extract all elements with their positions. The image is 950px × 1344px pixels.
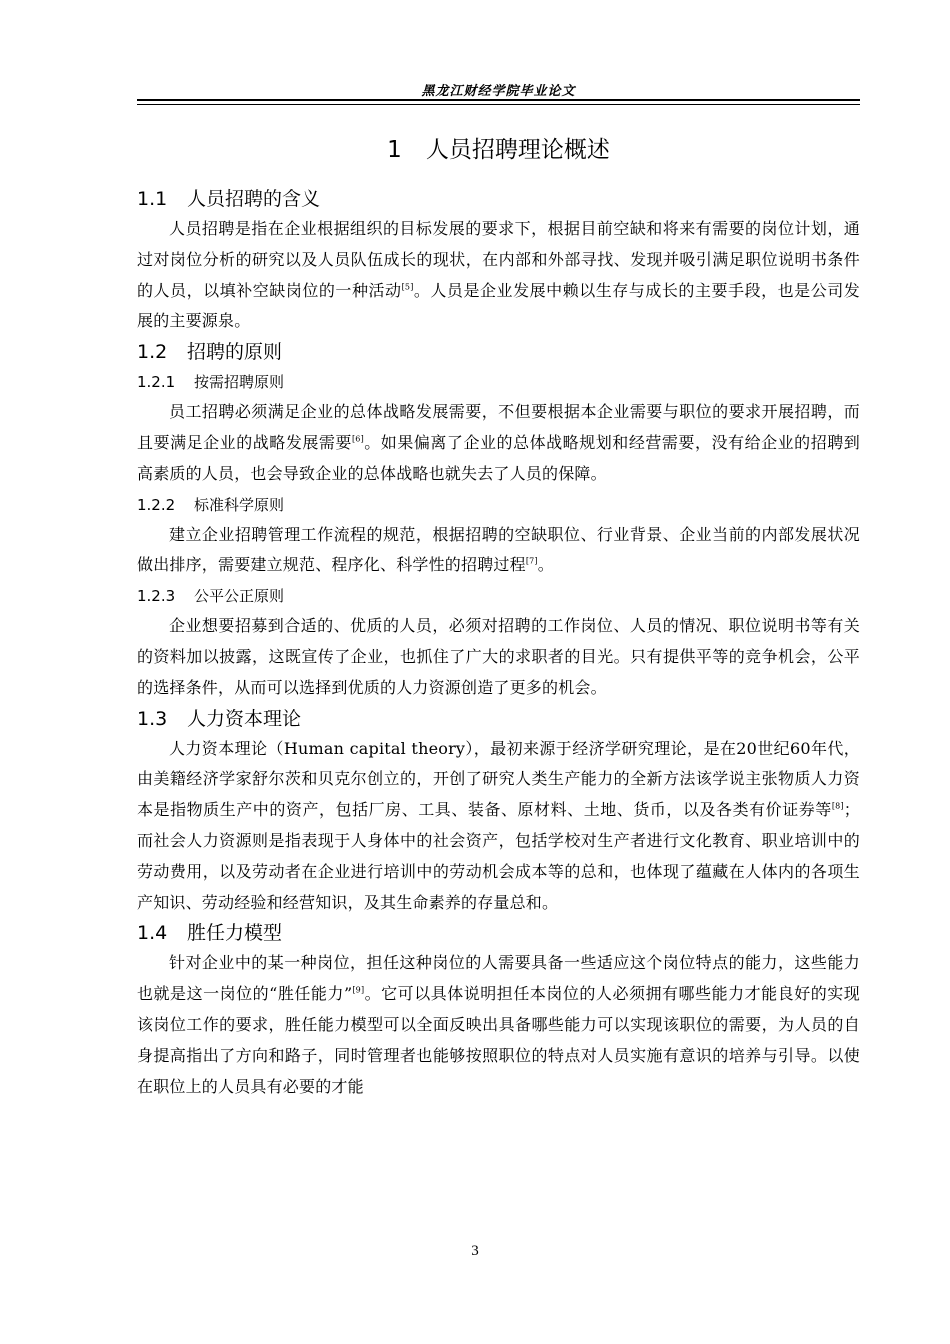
section-title: 人员招聘的含义: [187, 188, 321, 210]
paragraph-text: 针对企业中的某一种岗位，担任这种岗位的人需要具备一些适应这个岗位特点的能力，这些能力也就是这一岗位的“胜任能力”: [137, 953, 860, 1004]
subsection-title: 公平公正原则: [194, 587, 285, 606]
paragraph-text: 人员招聘是指在企业根据组织的目标发展的要求下，根据目前空缺和将来有需要的岗位计划，通过对岗位分析的研究以及人员队伍成长的现状，在内部和外部寻找、发现并吸引满足职位说明书条件的人员，以填补空缺岗位的一种活动: [137, 219, 860, 300]
citation-ref: [8]: [831, 801, 844, 811]
paragraph-1-3: [137, 734, 860, 919]
subsection-number: 1.2.1: [137, 373, 176, 392]
header-rule-thin: [137, 104, 860, 105]
subsection-title: 按需招聘原则: [194, 373, 285, 392]
section-heading-1-1: [137, 184, 860, 214]
paragraph-text: 。它可以具体说明担任本岗位的人必须拥有哪些能力才能良好的实现该岗位工作的要求，胜任能力模型可以全面反映出具备哪些能力可以实现该职位的需要，为人员的自身提高指出了方向和路子，同时管理者也能够按照职位的特点对人员实施有意识的培养与引导。以使在职位上的人员具有必要的才能: [137, 984, 860, 1096]
section-title: 招聘的原则: [187, 341, 283, 364]
paragraph-text: 员工招聘必须满足企业的总体战略发展需要，不但要根据本企业需要与职位的要求开展招聘，而且要满足企业的战略发展需要: [137, 402, 860, 452]
paragraph-text: 人力资本理论（Human capital theory），最初来源于经济学研究理论，是在20世纪60年代，由美籍经济学家舒尔茨和贝克尔创立的，开创了研究人类生产能力的全新方法该学说主张物质人力资本是指物质生产中的资产，包括厂房、工具、装备、原材料、土地、货币，以及各类有价证券等: [137, 738, 860, 820]
chapter-title-text: 人员招聘理论概述: [425, 137, 610, 163]
subsection-heading-1-2-3: [137, 581, 860, 611]
paragraph-1-1: [137, 214, 860, 337]
citation-ref: [9]: [352, 985, 365, 995]
section-heading-1-2: [137, 337, 860, 367]
paragraph-1-2-1: [137, 397, 860, 489]
subsection-number: 1.2.2: [137, 495, 176, 514]
citation-ref: [5]: [401, 282, 414, 292]
citation-ref: [7]: [525, 557, 538, 567]
subsection-title: 标准科学原则: [194, 495, 285, 514]
page-number: 3: [471, 1243, 479, 1259]
header-rule-thick: [137, 99, 860, 101]
section-title: 人力资本理论: [187, 707, 302, 730]
section-number: 1.2: [137, 341, 168, 364]
citation-ref: [6]: [351, 434, 364, 444]
paragraph-1-2-3: 企业想要招募到合适的、优质的人员，必须对招聘的工作岗位、人员的情况、职位说明书等有关的资料加以披露，这既宣传了企业，也抓住了广大的求职者的目光。只有提供平等的竞争机会，公平的选择条件，从而可以选择到优质的人力资源创造了更多的机会。: [137, 616, 860, 697]
page-content: [137, 128, 860, 1102]
paragraph-text: 。: [537, 555, 554, 575]
paragraph-1-2-2: [137, 520, 860, 582]
section-title: 胜任力模型: [187, 922, 283, 945]
subsection-number: 1.2.3: [137, 587, 176, 606]
chapter-number: 1: [387, 137, 402, 163]
section-number: 1.1: [137, 188, 168, 210]
paragraph-text: 建立企业招聘管理工作流程的规范，根据招聘的空缺职位、行业背景、企业当前的内部发展状况做出排序，需要建立规范、程序化、科学性的招聘过程: [137, 524, 860, 575]
section-number: 1.3: [137, 707, 168, 730]
paragraph-text: 。如果偏离了企业的总体战略规划和经营需要，没有给企业的招聘到高素质的人员，也会导致企业的总体战略也就失去了人员的保障。: [137, 432, 860, 483]
subsection-heading-1-2-2: [137, 490, 860, 520]
paragraph-1-4: [137, 948, 860, 1102]
subsection-heading-1-2-1: [137, 367, 860, 397]
section-heading-1-3: [137, 704, 860, 734]
section-heading-1-4: [137, 918, 860, 948]
section-number: 1.4: [137, 922, 168, 945]
paragraph-text: 。人员是企业发展中赖以生存与成长的主要手段，也是公司发展的主要源泉。: [137, 280, 860, 331]
chapter-title: [137, 128, 860, 172]
paragraph-text: ；而社会人力资源则是指表现于人身体中的社会资产，包括学校对生产者进行文化教育、职业培训中的劳动费用，以及劳动者在企业进行培训中的劳动机会成本等的总和，也体现了蕴藏在人体内的各项生产知识、劳动经验和经营知识，及其生命素养的存量总和。: [137, 800, 860, 912]
running-header: 黑龙江财经学院毕业论文: [421, 84, 576, 99]
